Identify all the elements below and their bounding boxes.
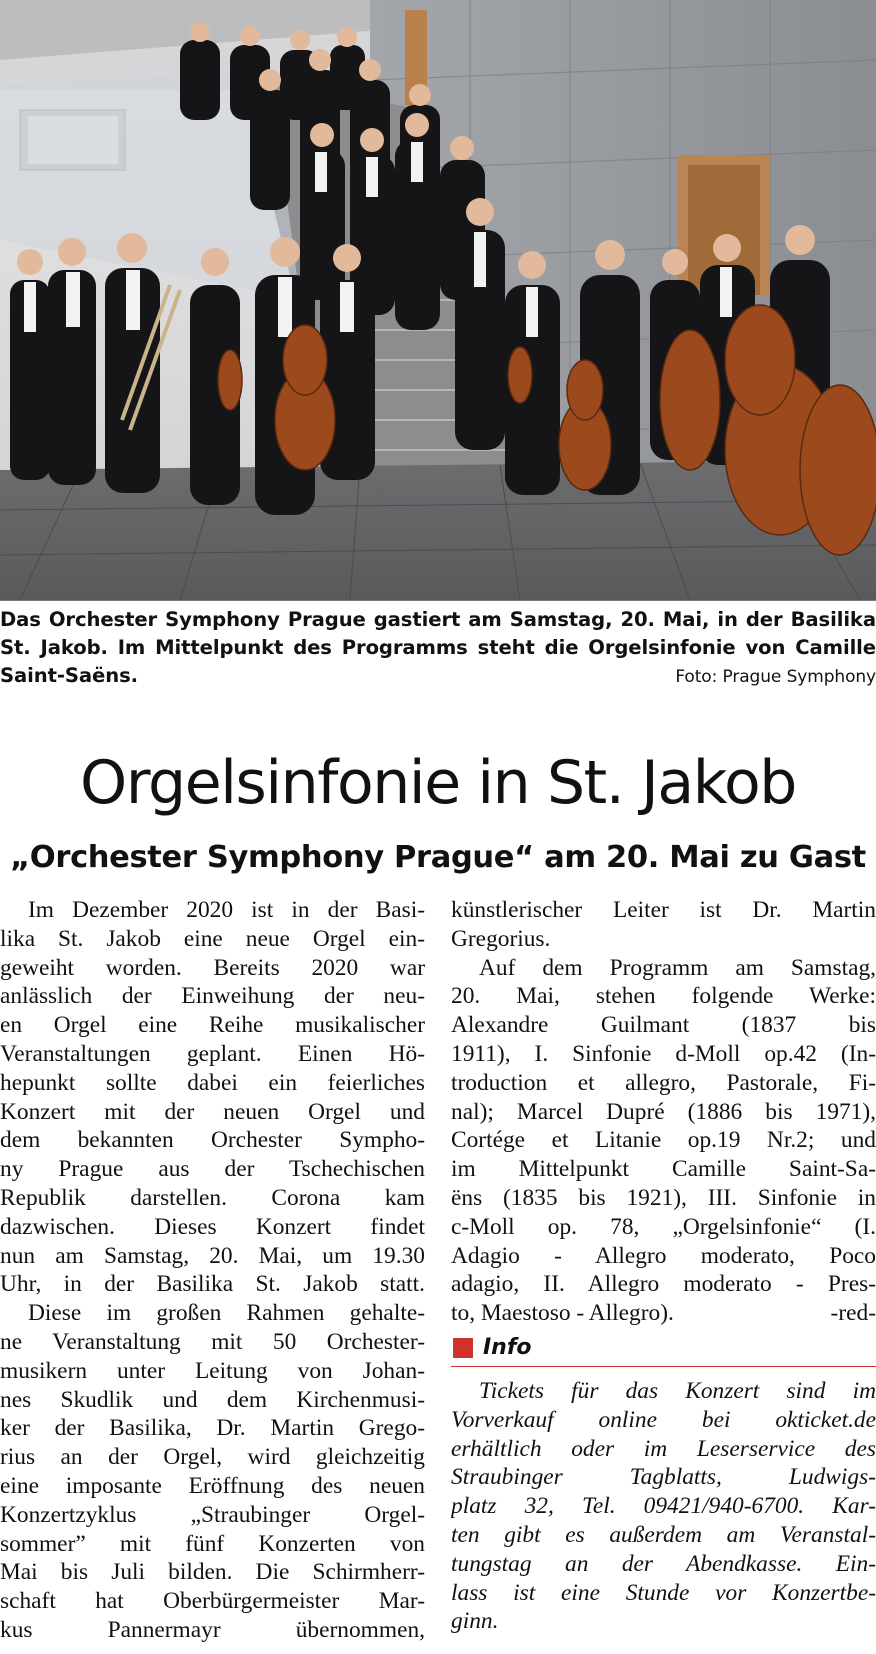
text-line: ny Prague aus der Tschechischen [0,1156,425,1183]
text-line: Veranstaltungen geplant. Einen Hö- [0,1040,425,1067]
info-box-heading [451,1330,876,1367]
red-square-icon [453,1338,473,1358]
caption-line: Das Orchester Symphony Prague gastiert am Samstag, 20. Mai, in der Basilika [0,608,876,631]
text-line: 1911), I. Sinfonie d-Moll op.42 (In- [451,1040,876,1067]
text-line: ker der Basilika, Dr. Martin Grego- [0,1415,425,1442]
article-paragraph [0,1299,425,1645]
text-line: nun am Samstag, 20. Mai, um 19.30 [0,1242,425,1269]
article-paragraph [451,896,876,954]
text-line: lass ist eine Stunde vor Konzertbe- [451,1579,876,1606]
text-line: to, Maestoso - Allegro). [451,1300,674,1327]
caption-last-line [0,662,876,691]
text-line: ginn. [451,1608,499,1635]
text-line: Gregorius. [451,925,551,952]
text-line: sommer” mit fünf Konzerten von [0,1530,425,1557]
caption-line: St. Jakob. Im Mittelpunkt des Programms steht die Orgelsinfonie von Camille [0,636,876,659]
caption-line: Saint-Saëns. [0,664,138,687]
text-line: ne Veranstaltung mit 50 Orchester- [0,1328,425,1355]
orchestra-photo-illustration [0,0,876,600]
text-line: adagio, II. Allegro moderato - Pres- [451,1271,876,1298]
text-line: lika St. Jakob eine neue Orgel ein- [0,925,425,952]
text-line: Straubinger Tagblatts, Ludwigs- [451,1464,876,1491]
text-line: c-Moll op. 78, „Orgelsinfonie“ (I. [451,1213,876,1240]
text-line: rius an der Orgel, wird gleichzeitig [0,1444,425,1471]
article-column-right [451,896,876,1636]
article-column-left [0,896,425,1645]
text-line: dem bekannten Orchester Sympho- [0,1127,425,1154]
text-line: troduction et allegro, Pastorale, Fi- [451,1069,876,1096]
text-line: Im Dezember 2020 ist in der Basi- [28,897,425,923]
article-paragraph [0,896,425,1299]
text-line: künstlerischer Leiter ist Dr. Martin [451,897,876,923]
text-line: eine imposante Eröffnung des neuen [0,1472,425,1499]
info-box-body [451,1377,876,1636]
text-line: ëns (1835 bis 1921), III. Sinfonie in [451,1184,876,1211]
text-line: schaft hat Oberbürgermeister Mar- [0,1588,425,1615]
text-line: Mai bis Juli bilden. Die Schirmherr- [0,1559,425,1586]
text-line: im Mittelpunkt Camille Saint-Sa- [451,1156,876,1183]
text-line: Vorverkauf online bei okticket.de [451,1406,876,1433]
text-line: Cortége et Litanie op.19 Nr.2; und [451,1127,876,1154]
text-line: Konzert mit der neuen Orgel und [0,1098,425,1125]
text-line: platz 32, Tel. 09421/940-6700. Kar- [451,1493,876,1520]
text-line: 20. Mai, stehen folgende Werke: [451,983,876,1010]
text-line: dazwischen. Dieses Konzert findet [0,1213,425,1240]
article-subheadline: „Orchester Symphony Prague“ am 20. Mai zu Gast [10,840,866,875]
info-heading-label: Info [483,1334,532,1360]
text-line: kus Pannermayr übernommen, [0,1616,425,1643]
text-line-with-signature [451,1299,876,1328]
text-line: Tickets für das Konzert sind im [479,1377,876,1404]
text-line: nal); Marcel Dupré (1886 bis 1971), [451,1098,876,1125]
text-line: Auf dem Programm am Samstag, [479,954,876,981]
text-line: nes Skudlik und dem Kirchenmusi- [0,1386,425,1413]
text-line: Adagio - Allegro moderato, Poco [451,1242,876,1269]
text-line: Alexandre Guilmant (1837 bis [451,1012,876,1039]
text-line: Republik darstellen. Corona kam [0,1184,425,1211]
text-line: Konzertzyklus „Straubinger Orgel- [0,1501,425,1528]
text-line: Diese im großen Rahmen gehalte- [28,1300,425,1327]
text-line: Uhr, in der Basilika St. Jakob statt. [0,1271,425,1298]
text-line: geweiht worden. Bereits 2020 war [0,954,425,981]
article-paragraph [451,954,876,1328]
text-line: ten gibt es außerdem am Veranstal- [451,1521,876,1548]
text-line: anlässlich der Einweihung der neu- [0,983,425,1010]
text-line: musikern unter Leitung von Johan- [0,1357,425,1384]
photo-caption [0,606,876,691]
photo-credit: Foto: Prague Symphony [675,667,876,687]
article-photo [0,0,876,601]
article-headline: Orgelsinfonie in St. Jakob [80,748,796,818]
author-signature: -red- [830,1300,876,1327]
text-line: erhältlich oder im Leserservice des [451,1435,876,1462]
text-line: tungstag an der Abendkasse. Ein- [451,1550,876,1577]
text-line: en Orgel eine Reihe musikalischer [0,1012,425,1039]
text-line: hepunkt sollte dabei ein feierliches [0,1069,425,1096]
